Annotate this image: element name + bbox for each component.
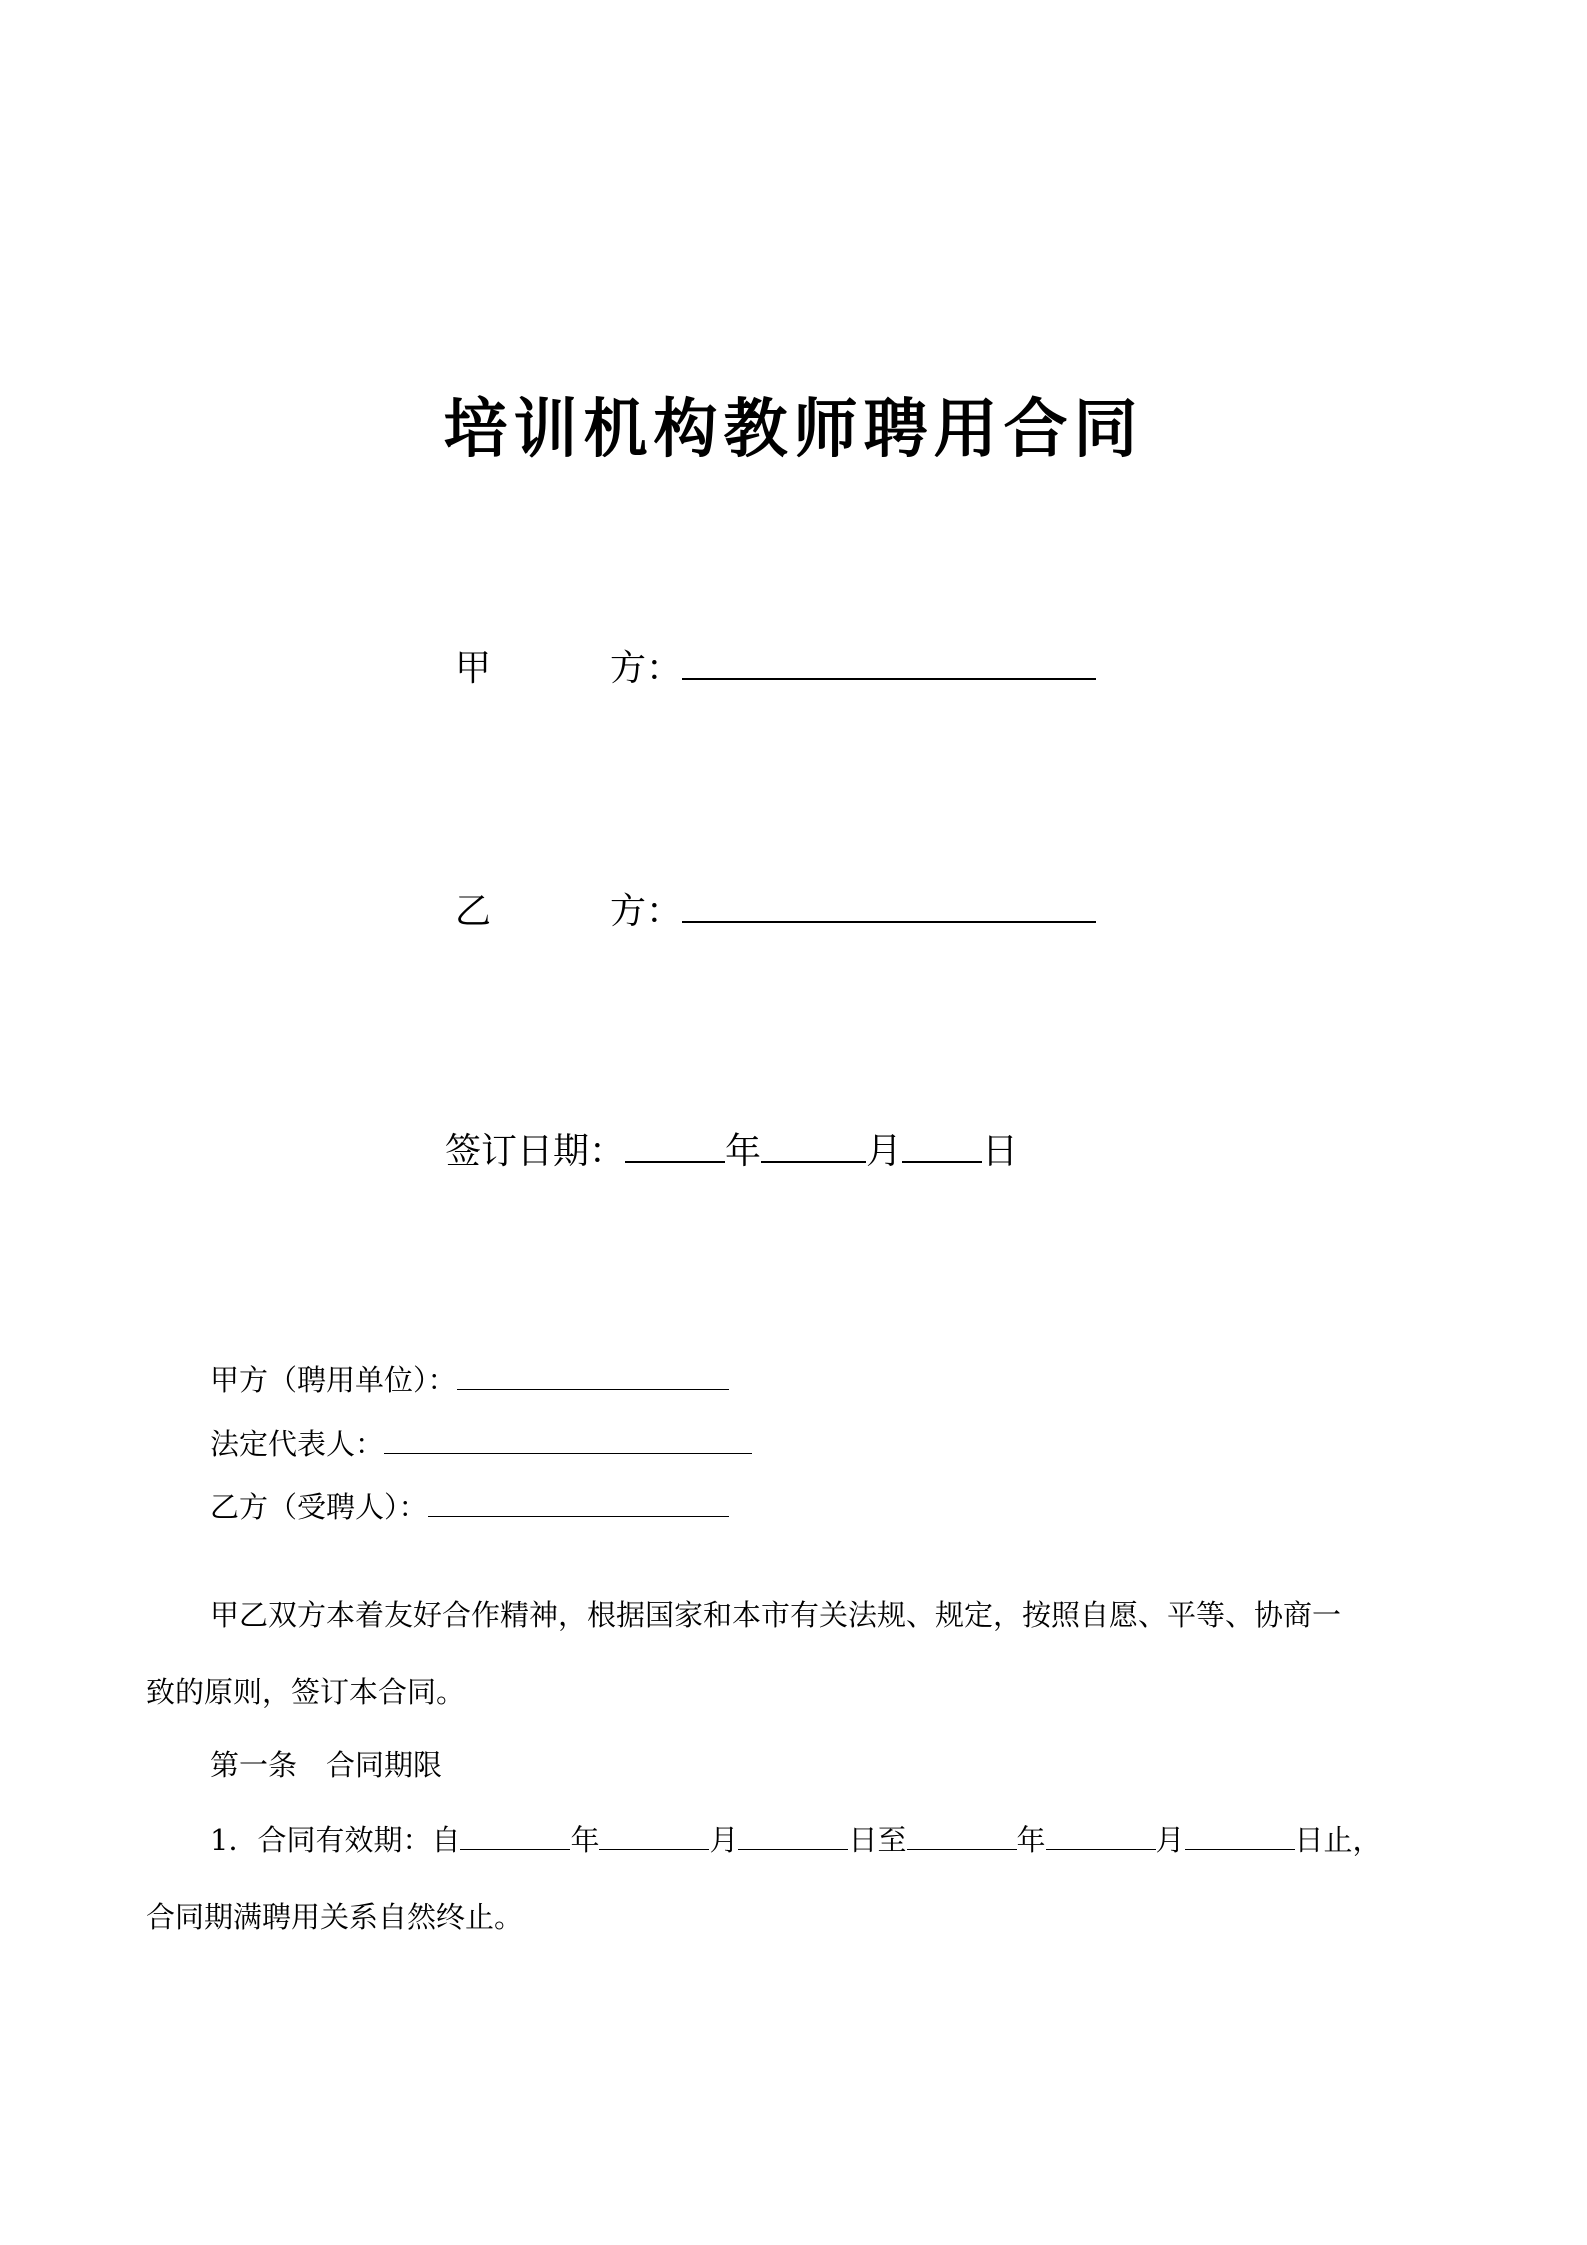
party-a-char1: 甲 (455, 648, 492, 689)
start-month-unit: 月 (709, 1823, 739, 1857)
employee-blank[interactable] (428, 1488, 729, 1517)
end-month-unit: 月 (1155, 1823, 1185, 1857)
employee-field (210, 1485, 729, 1526)
party-b-blank[interactable] (682, 885, 1096, 923)
party-b-label (610, 883, 1096, 934)
employer-field (210, 1358, 729, 1399)
party-b-char1: 乙 (455, 891, 492, 932)
legal-rep-blank[interactable] (384, 1425, 752, 1454)
sign-year-blank[interactable] (625, 1125, 725, 1163)
document-title: 培训机构教师聘用合同 (443, 392, 1144, 467)
sign-year-unit: 年 (725, 1131, 762, 1172)
clause-1-prefix: 1．合同有效期：自 (210, 1823, 461, 1857)
article-1-heading: 第一条 合同期限 (210, 1748, 443, 1782)
legal-rep-label: 法定代表人： (210, 1427, 385, 1461)
end-month-blank[interactable] (1046, 1821, 1156, 1850)
article-1-clause-1 (210, 1818, 1382, 1859)
sign-date-label: 签订日期： (445, 1131, 626, 1172)
employer-label: 甲方（聘用单位）： (210, 1363, 457, 1397)
party-b-char2: 方： (610, 891, 683, 932)
party-a-line (455, 640, 491, 691)
preamble-line-1: 甲乙双方本着友好合作精神，根据国家和本市有关法规、规定，按照自愿、平等、协商一 (210, 1598, 1342, 1632)
employer-blank[interactable] (457, 1361, 729, 1390)
party-a-label (610, 640, 1096, 691)
start-year-blank[interactable] (460, 1821, 570, 1850)
start-day-to: 日至 (848, 1823, 907, 1857)
end-year-blank[interactable] (907, 1821, 1017, 1850)
legal-rep-field (210, 1422, 752, 1463)
party-a-char2: 方： (610, 648, 683, 689)
start-day-blank[interactable] (738, 1821, 848, 1850)
start-year-unit: 年 (570, 1823, 600, 1857)
preamble-line-2: 致的原则，签订本合同。 (146, 1675, 466, 1709)
sign-day-unit: 日 (982, 1131, 1019, 1172)
end-day-blank[interactable] (1185, 1821, 1295, 1850)
sign-month-blank[interactable] (761, 1125, 866, 1163)
party-b-line (455, 883, 491, 934)
sign-date-line (445, 1123, 1018, 1174)
sign-day-blank[interactable] (902, 1125, 982, 1163)
start-month-blank[interactable] (599, 1821, 709, 1850)
party-a-blank[interactable] (682, 642, 1096, 680)
end-year-unit: 年 (1016, 1823, 1046, 1857)
sign-month-unit: 月 (866, 1131, 903, 1172)
end-day-unit: 日止， (1294, 1823, 1382, 1857)
article-1-clause-1-line-2: 合同期满聘用关系自然终止。 (146, 1900, 524, 1934)
employee-label: 乙方（受聘人）： (210, 1490, 428, 1524)
